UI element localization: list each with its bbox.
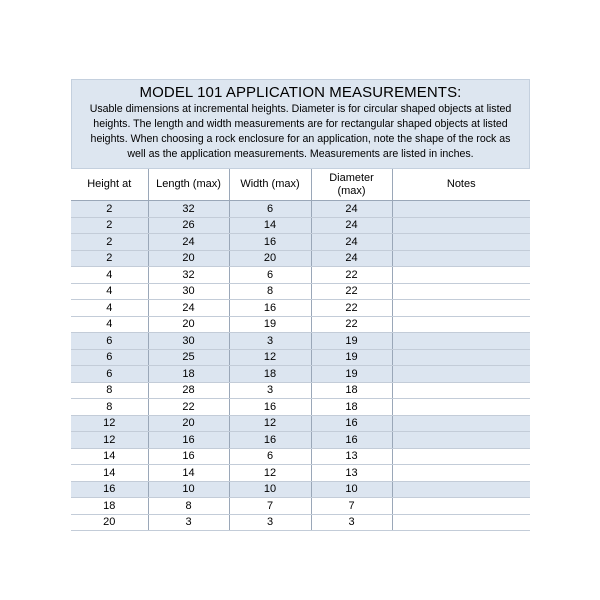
diameter-cell: 19 xyxy=(311,349,392,366)
table-body xyxy=(71,201,530,531)
column-header-length: Length (max) xyxy=(148,169,229,201)
table-row xyxy=(71,514,530,531)
description xyxy=(72,101,529,162)
width-cell: 14 xyxy=(229,217,311,234)
table-row xyxy=(71,316,530,333)
width-cell: 12 xyxy=(229,349,311,366)
notes-cell[interactable] xyxy=(392,217,530,234)
height-cell: 6 xyxy=(71,333,148,350)
length-cell: 3 xyxy=(148,514,229,531)
table-row xyxy=(71,498,530,515)
description-line: Usable dimensions at incremental heights. Diameter is for circular shaped objects at listed xyxy=(89,103,512,115)
diameter-cell: 22 xyxy=(311,267,392,284)
diameter-cell: 24 xyxy=(311,234,392,251)
notes-cell[interactable] xyxy=(392,432,530,449)
height-cell: 2 xyxy=(71,234,148,251)
width-cell: 16 xyxy=(229,300,311,317)
table-row xyxy=(71,267,530,284)
table-row xyxy=(71,415,530,432)
diameter-cell: 24 xyxy=(311,217,392,234)
notes-cell[interactable] xyxy=(392,366,530,383)
length-cell: 24 xyxy=(148,234,229,251)
column-header-width: Width (max) xyxy=(229,169,311,201)
height-cell: 8 xyxy=(71,399,148,416)
notes-cell[interactable] xyxy=(392,333,530,350)
diameter-cell: 22 xyxy=(311,283,392,300)
height-cell: 14 xyxy=(71,465,148,482)
header-box xyxy=(71,79,530,169)
width-cell: 16 xyxy=(229,399,311,416)
width-cell: 16 xyxy=(229,432,311,449)
diameter-cell: 18 xyxy=(311,399,392,416)
diameter-cell: 24 xyxy=(311,250,392,267)
length-cell: 30 xyxy=(148,283,229,300)
length-cell: 22 xyxy=(148,399,229,416)
description-line: heights. When choosing a rock enclosure for an application, note the shape of the rock as xyxy=(90,133,511,145)
notes-cell[interactable] xyxy=(392,283,530,300)
table-row xyxy=(71,234,530,251)
height-cell: 8 xyxy=(71,382,148,399)
diameter-cell: 7 xyxy=(311,498,392,515)
height-cell: 16 xyxy=(71,481,148,498)
width-cell: 6 xyxy=(229,201,311,218)
length-cell: 32 xyxy=(148,267,229,284)
diameter-cell: 22 xyxy=(311,300,392,317)
notes-cell[interactable] xyxy=(392,399,530,416)
height-cell: 2 xyxy=(71,201,148,218)
table-row xyxy=(71,283,530,300)
table-row xyxy=(71,217,530,234)
width-cell: 3 xyxy=(229,514,311,531)
width-cell: 3 xyxy=(229,382,311,399)
width-cell: 20 xyxy=(229,250,311,267)
table-row xyxy=(71,399,530,416)
length-cell: 14 xyxy=(148,465,229,482)
height-cell: 2 xyxy=(71,250,148,267)
height-cell: 4 xyxy=(71,267,148,284)
width-cell: 12 xyxy=(229,465,311,482)
length-cell: 20 xyxy=(148,415,229,432)
notes-cell[interactable] xyxy=(392,349,530,366)
width-cell: 10 xyxy=(229,481,311,498)
column-header-height: Height at xyxy=(71,169,148,201)
diameter-cell: 22 xyxy=(311,316,392,333)
table-row xyxy=(71,448,530,465)
length-cell: 18 xyxy=(148,366,229,383)
length-cell: 24 xyxy=(148,300,229,317)
width-cell: 3 xyxy=(229,333,311,350)
diameter-cell: 24 xyxy=(311,201,392,218)
notes-cell[interactable] xyxy=(392,267,530,284)
length-cell: 32 xyxy=(148,201,229,218)
table-row xyxy=(71,382,530,399)
width-cell: 19 xyxy=(229,316,311,333)
notes-cell[interactable] xyxy=(392,316,530,333)
notes-cell[interactable] xyxy=(392,250,530,267)
notes-cell[interactable] xyxy=(392,498,530,515)
table-header-row xyxy=(71,169,530,201)
description-line: well as the application measurements. Measurements are listed in inches. xyxy=(127,148,474,160)
diameter-cell: 13 xyxy=(311,465,392,482)
length-cell: 25 xyxy=(148,349,229,366)
notes-cell[interactable] xyxy=(392,300,530,317)
height-cell: 4 xyxy=(71,316,148,333)
height-cell: 4 xyxy=(71,300,148,317)
length-cell: 20 xyxy=(148,316,229,333)
description-line: heights. The length and width measurements are for rectangular shaped objects at listed xyxy=(93,118,508,130)
length-cell: 16 xyxy=(148,448,229,465)
table-row xyxy=(71,333,530,350)
table-row xyxy=(71,201,530,218)
height-cell: 12 xyxy=(71,432,148,449)
diameter-cell: 19 xyxy=(311,366,392,383)
width-cell: 18 xyxy=(229,366,311,383)
diameter-cell: 16 xyxy=(311,415,392,432)
height-cell: 12 xyxy=(71,415,148,432)
length-cell: 10 xyxy=(148,481,229,498)
diameter-cell: 18 xyxy=(311,382,392,399)
notes-cell[interactable] xyxy=(392,481,530,498)
length-cell: 20 xyxy=(148,250,229,267)
diameter-cell: 19 xyxy=(311,333,392,350)
table-row xyxy=(71,250,530,267)
height-cell: 2 xyxy=(71,217,148,234)
diameter-cell: 13 xyxy=(311,448,392,465)
table-row xyxy=(71,300,530,317)
measurements-table xyxy=(71,169,530,531)
width-cell: 6 xyxy=(229,448,311,465)
notes-cell[interactable] xyxy=(392,382,530,399)
width-cell: 12 xyxy=(229,415,311,432)
width-cell: 6 xyxy=(229,267,311,284)
notes-cell[interactable] xyxy=(392,234,530,251)
height-cell: 4 xyxy=(71,283,148,300)
height-cell: 6 xyxy=(71,349,148,366)
length-cell: 8 xyxy=(148,498,229,515)
width-cell: 16 xyxy=(229,234,311,251)
notes-cell[interactable] xyxy=(392,201,530,218)
width-cell: 8 xyxy=(229,283,311,300)
notes-cell[interactable] xyxy=(392,415,530,432)
length-cell: 28 xyxy=(148,382,229,399)
table-row xyxy=(71,366,530,383)
height-cell: 14 xyxy=(71,448,148,465)
table-row xyxy=(71,349,530,366)
table-row xyxy=(71,481,530,498)
table-row xyxy=(71,465,530,482)
diameter-cell: 3 xyxy=(311,514,392,531)
column-header-diameter: Diameter (max) xyxy=(311,169,392,201)
measurements-sheet xyxy=(71,79,530,531)
width-cell: 7 xyxy=(229,498,311,515)
height-cell: 6 xyxy=(71,366,148,383)
height-cell: 20 xyxy=(71,514,148,531)
notes-cell[interactable] xyxy=(392,448,530,465)
table-row xyxy=(71,432,530,449)
notes-cell[interactable] xyxy=(392,514,530,531)
page-title: MODEL 101 APPLICATION MEASUREMENTS: xyxy=(139,84,462,101)
length-cell: 26 xyxy=(148,217,229,234)
length-cell: 16 xyxy=(148,432,229,449)
diameter-cell: 16 xyxy=(311,432,392,449)
column-header-notes: Notes xyxy=(392,169,530,201)
diameter-cell: 10 xyxy=(311,481,392,498)
notes-cell[interactable] xyxy=(392,465,530,482)
length-cell: 30 xyxy=(148,333,229,350)
height-cell: 18 xyxy=(71,498,148,515)
